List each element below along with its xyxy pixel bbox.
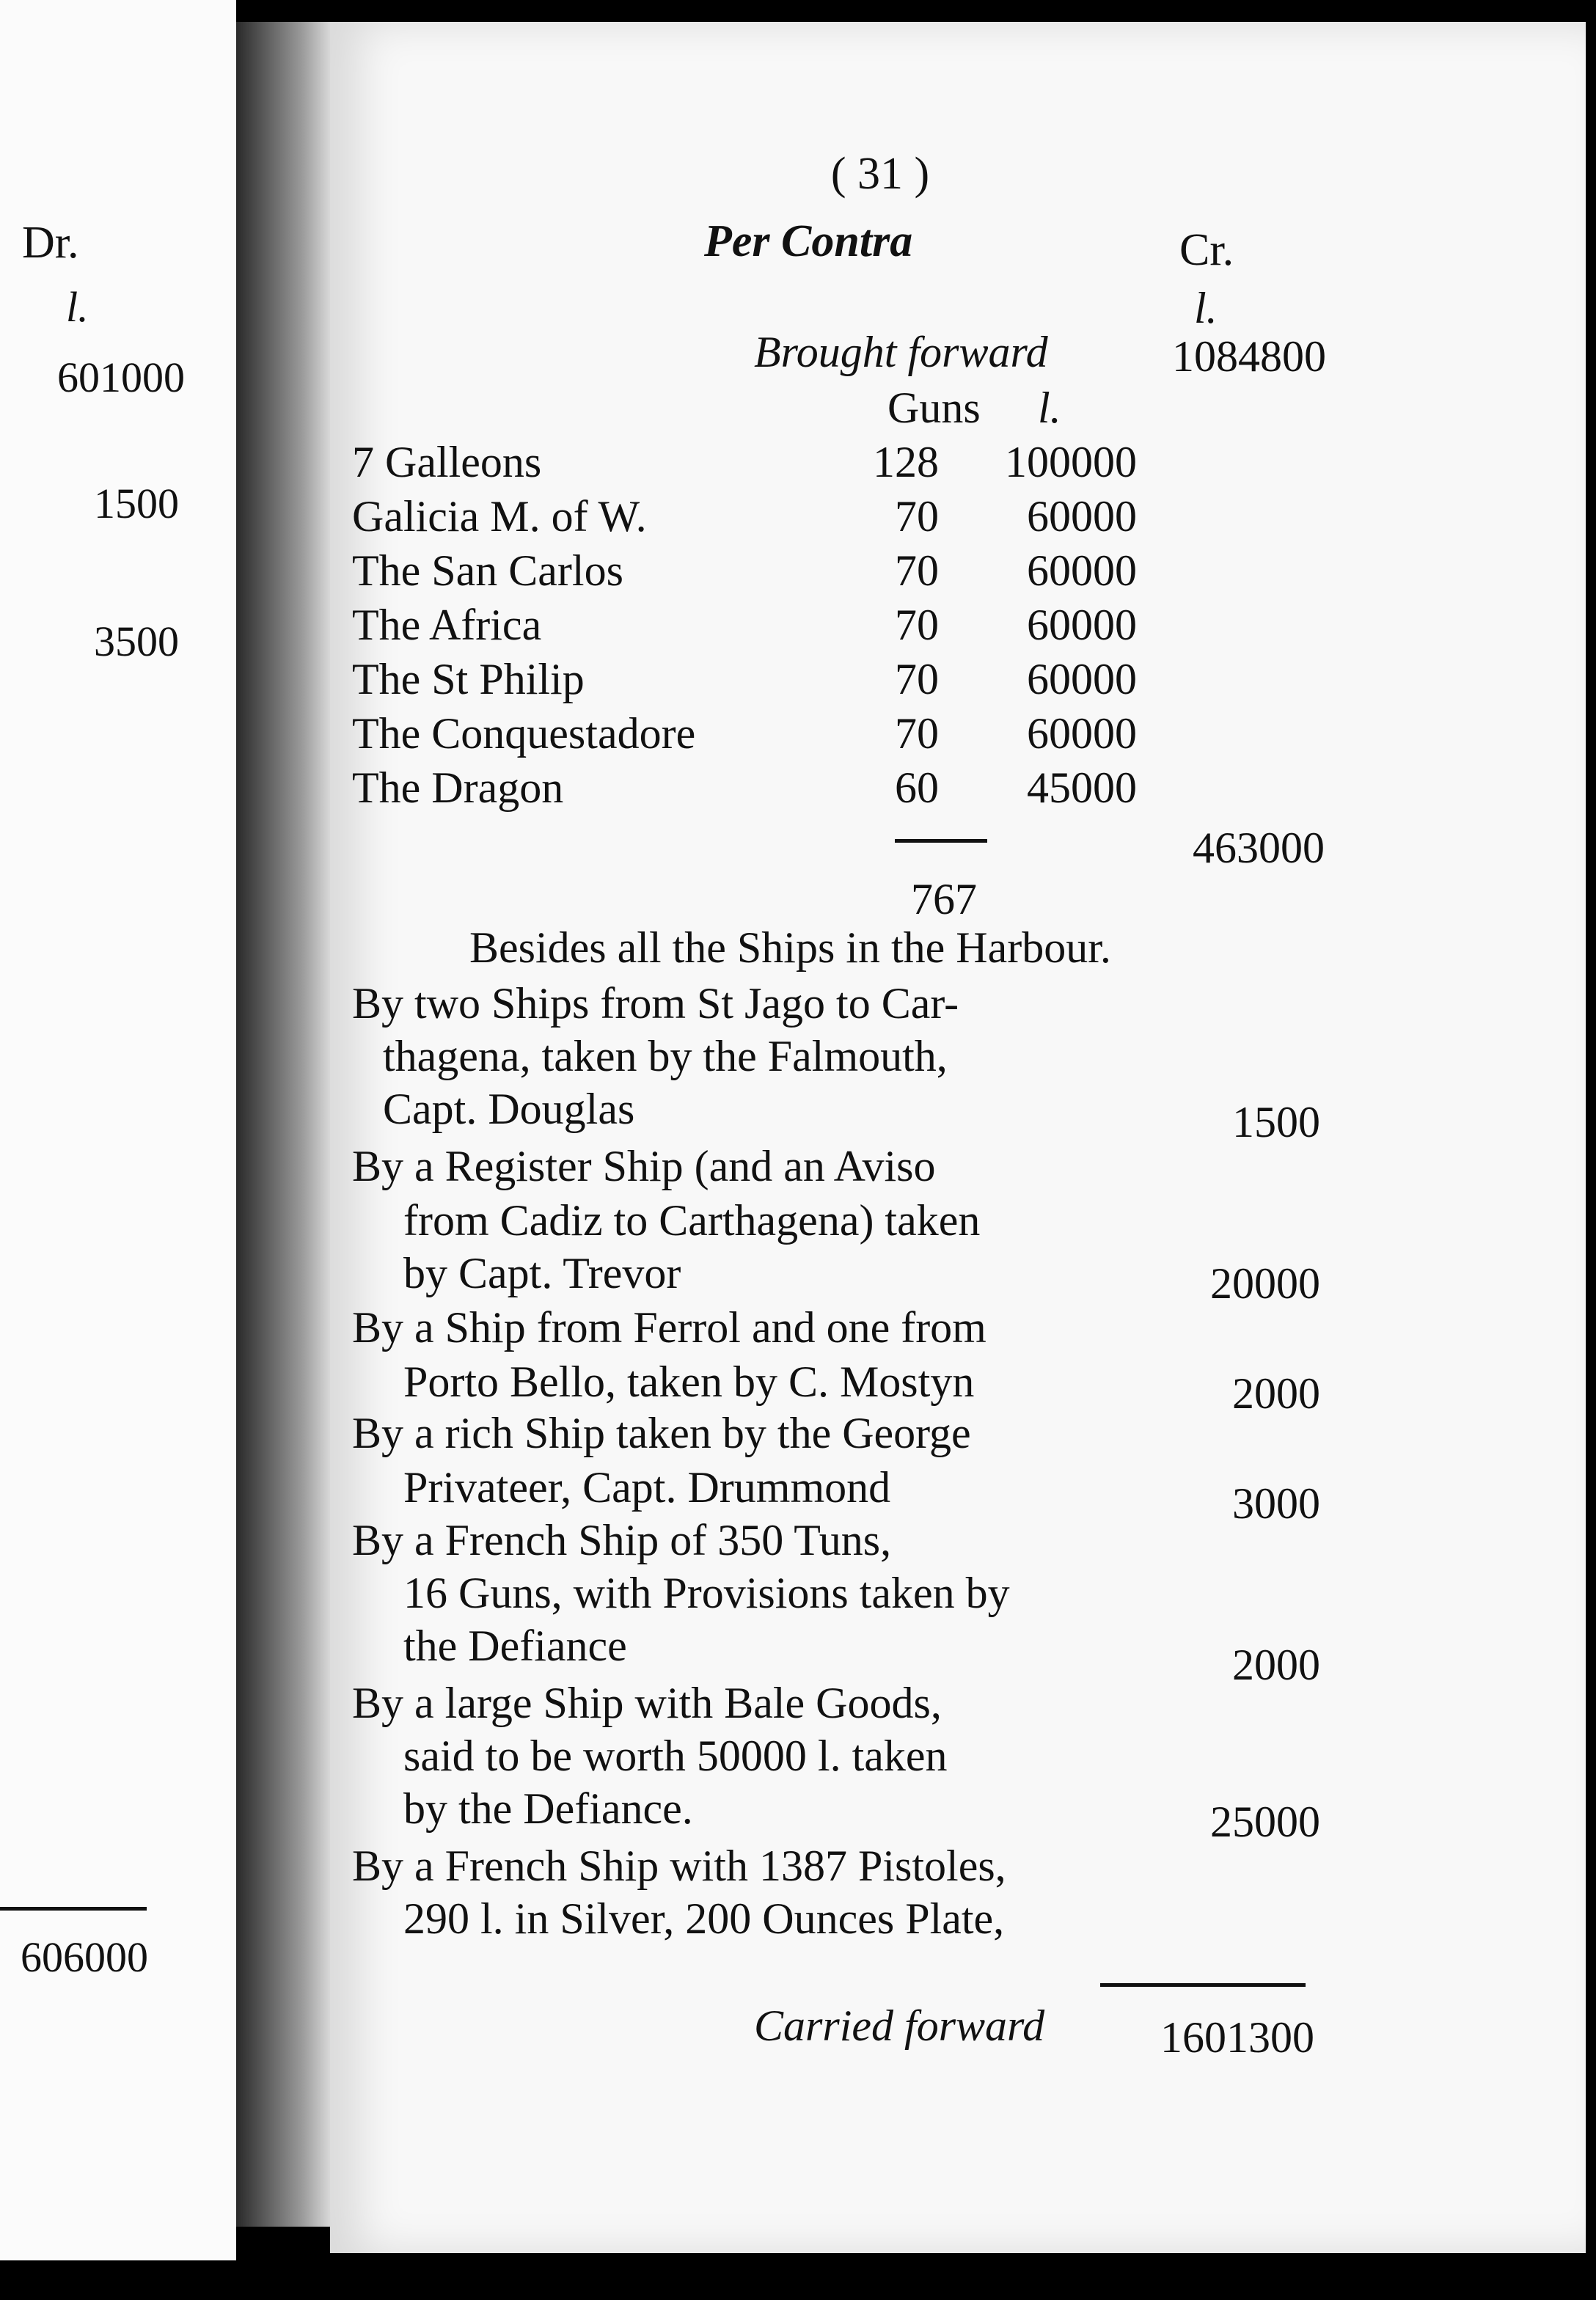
left-unit: l. xyxy=(66,283,89,331)
entry-amount: 3000 xyxy=(1232,1479,1320,1528)
carried-forward-label: Carried forward xyxy=(754,2001,1045,2050)
ship-guns: 70 xyxy=(895,492,939,541)
page-number: ( 31 ) xyxy=(830,149,930,199)
entry-line: said to be worth 50000 l. taken xyxy=(403,1732,948,1780)
value-unit-header: l. xyxy=(1038,384,1061,432)
entry-line: by Capt. Trevor xyxy=(403,1249,681,1297)
right-page xyxy=(330,22,1586,2253)
ship-value: 45000 xyxy=(1027,763,1137,812)
left-total-rule xyxy=(0,1907,147,1911)
entry-amount: 2000 xyxy=(1232,1641,1320,1689)
entry-line: thagena, taken by the Falmouth, xyxy=(383,1032,948,1080)
entry-line: by the Defiance. xyxy=(403,1784,693,1833)
entry-amount: 2000 xyxy=(1232,1369,1320,1418)
entry-line: 290 l. in Silver, 200 Ounces Plate, xyxy=(403,1894,1005,1943)
book-gutter xyxy=(236,22,330,2227)
entry-line: By a rich Ship taken by the George xyxy=(352,1409,971,1457)
entry-line: By a French Ship with 1387 Pistoles, xyxy=(352,1842,1006,1890)
entry-line: Capt. Douglas xyxy=(383,1085,635,1133)
entry-amount: 20000 xyxy=(1210,1259,1320,1308)
ship-value: 60000 xyxy=(1027,546,1137,595)
ship-name: Galicia M. of W. xyxy=(352,492,647,541)
entry-line: from Cadiz to Carthagena) taken xyxy=(403,1196,981,1245)
carried-forward-amount: 1601300 xyxy=(1160,2013,1314,2062)
ship-name: 7 Galleons xyxy=(352,438,542,486)
ship-value: 60000 xyxy=(1027,709,1137,758)
ship-name: The San Carlos xyxy=(352,546,623,595)
left-page xyxy=(0,0,236,2260)
besides-note: Besides all the Ships in the Harbour. xyxy=(469,923,1111,972)
carried-forward-rule xyxy=(1100,1983,1306,1987)
ship-guns: 70 xyxy=(895,601,939,649)
guns-total: 767 xyxy=(911,875,977,923)
entry-line: By a Ship from Ferrol and one from xyxy=(352,1303,986,1352)
entry-amount: 1500 xyxy=(1232,1098,1320,1146)
ship-value: 100000 xyxy=(1005,438,1137,486)
entry-amount: 25000 xyxy=(1210,1798,1320,1846)
ship-guns: 70 xyxy=(895,709,939,758)
entry-line: 16 Guns, with Provisions taken by xyxy=(403,1569,1010,1617)
ship-guns: 128 xyxy=(873,438,939,486)
ship-guns: 70 xyxy=(895,655,939,703)
entry-line: Privateer, Capt. Drummond xyxy=(403,1463,891,1512)
guns-total-rule xyxy=(895,839,987,843)
ship-name: The Dragon xyxy=(352,763,564,812)
ships-total: 463000 xyxy=(1193,824,1325,872)
entry-line: By a French Ship of 350 Tuns, xyxy=(352,1516,892,1564)
left-total: 606000 xyxy=(21,1933,148,1981)
entry-line: By two Ships from St Jago to Car- xyxy=(352,979,959,1028)
left-debit-header: Dr. xyxy=(22,218,79,268)
ship-guns: 70 xyxy=(895,546,939,595)
left-amount: 1500 xyxy=(94,480,179,527)
entry-line: the Defiance xyxy=(403,1622,627,1670)
ship-guns: 60 xyxy=(895,763,939,812)
credit-unit: l. xyxy=(1194,284,1218,332)
ship-name: The Conquestadore xyxy=(352,709,696,758)
brought-forward-label: Brought forward xyxy=(754,328,1048,376)
ship-value: 60000 xyxy=(1027,655,1137,703)
ship-value: 60000 xyxy=(1027,601,1137,649)
ship-name: The St Philip xyxy=(352,655,585,703)
left-amount: 3500 xyxy=(94,618,179,665)
guns-column-header: Guns xyxy=(887,384,981,432)
entry-line: By a large Ship with Bale Goods, xyxy=(352,1679,942,1727)
entry-line: By a Register Ship (and an Aviso xyxy=(352,1142,936,1190)
ship-name: The Africa xyxy=(352,601,542,649)
credit-header: Cr. xyxy=(1179,225,1234,275)
ship-value: 60000 xyxy=(1027,492,1137,541)
left-amount: 601000 xyxy=(57,354,185,401)
entry-line: Porto Bello, taken by C. Mostyn xyxy=(403,1358,975,1406)
page-title: Per Contra xyxy=(704,216,913,266)
brought-forward-amount: 1084800 xyxy=(1172,332,1326,381)
